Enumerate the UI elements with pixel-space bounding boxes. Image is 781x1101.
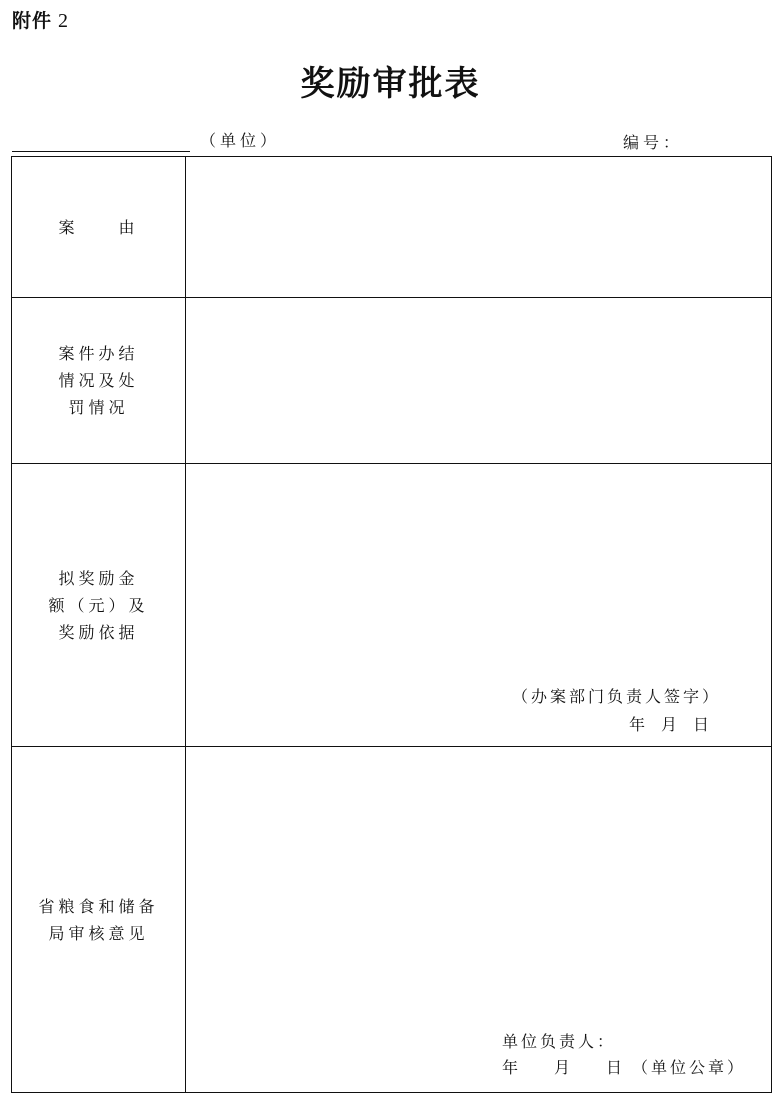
reward-amount-field[interactable] (186, 464, 772, 747)
unit-label: （单位） (200, 131, 281, 150)
row-label-reward-amount: 拟奖励金 额（元）及 奖励依据 (12, 464, 186, 747)
date-day-label: 日 (606, 1058, 623, 1077)
unit-seal-label: （单位公章） (632, 1058, 747, 1077)
table-row-case-reason (12, 157, 772, 298)
table-row-reward-amount (12, 464, 772, 747)
bureau-review-field[interactable] (186, 747, 772, 1093)
table-row-bureau-review (12, 747, 772, 1093)
unit-fill-line[interactable] (12, 151, 190, 152)
department-signature-label: （办案部门负责人签字） (511, 687, 721, 706)
approval-form-table (11, 156, 772, 1093)
row-label-case-reason: 案 由 (12, 157, 186, 298)
date-month-label: 月 (554, 1058, 571, 1077)
page-title: 奖励审批表 (300, 64, 481, 104)
row-label-case-conclusion: 案件办结 情况及处 罚情况 (12, 298, 186, 464)
case-reason-field[interactable] (186, 157, 772, 298)
unit-date-seal-line (502, 1055, 746, 1078)
attachment-label: 附件 2 (12, 10, 70, 32)
row-label-bureau-review: 省粮食和储备 局审核意见 (12, 747, 186, 1093)
date-year-label: 年 (502, 1058, 519, 1077)
serial-number-label: 编号： (623, 133, 684, 152)
attachment-number: 2 (58, 10, 70, 32)
department-date-label: 年 月 日 (628, 715, 709, 734)
table-row-case-conclusion (12, 298, 772, 464)
case-conclusion-field[interactable] (186, 298, 772, 464)
unit-responsible-label: 单位负责人： (502, 1032, 617, 1051)
